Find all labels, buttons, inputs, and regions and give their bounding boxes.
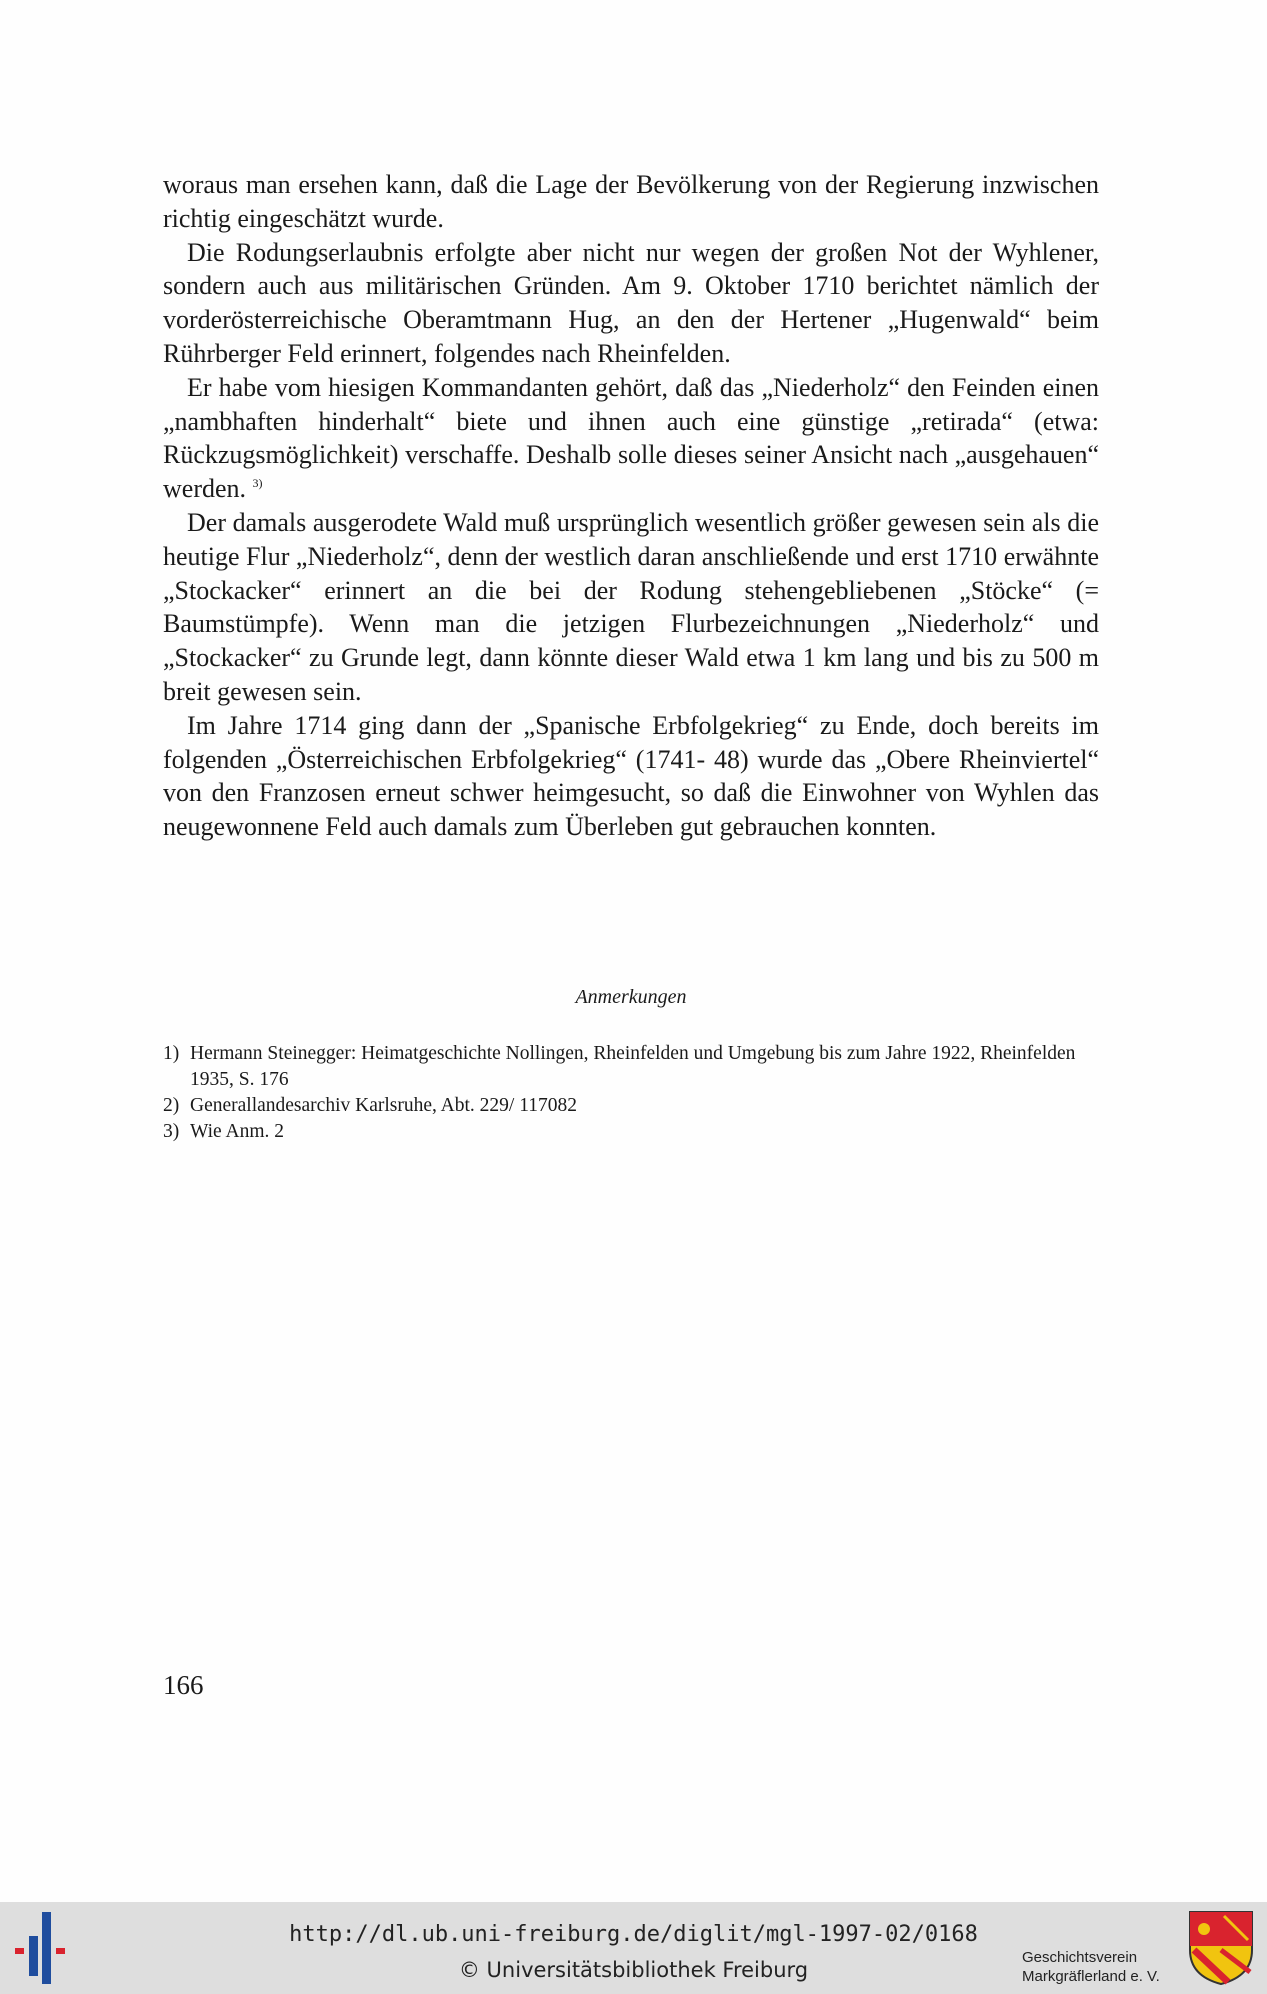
footnote-item	[163, 1041, 1099, 1093]
footnotes-list	[163, 1041, 1099, 1145]
footnote-number: 1)	[163, 1043, 180, 1064]
paragraph-1: woraus man ersehen kann, daß die Lage der Bevölkerung von der Regierung inzwischen richtig eingeschätzt wurde.	[163, 170, 1099, 233]
coat-of-arms-icon[interactable]	[1188, 1910, 1254, 1986]
paragraph-5: Im Jahre 1714 ging dann der „Spanische Erbfolgekrieg“ zu Ende, doch bereits im folgenden „Österreichischen Erbfolgekrieg“ (1741- 48) wurde das „Obere Rheinviertel“ von den Franzosen erneut schwer heimgesucht, so daß die Einwohner von Wyhlen das neugewonnene Feld auch damals zum Überleben gut gebrauchen konnten.	[163, 710, 1099, 842]
society-name	[1022, 1948, 1180, 1986]
footnote-number: 3)	[163, 1121, 180, 1142]
footer-copyright: © Universitätsbibliothek Freiburg	[458, 1958, 809, 1982]
society-name-line-1: Geschichtsverein	[1022, 1949, 1138, 1966]
body-text	[163, 168, 1099, 844]
footnote-item	[163, 1093, 1099, 1119]
page-number: 166	[163, 1670, 204, 1700]
footnote-text: Generallandesarchiv Karlsruhe, Abt. 229/ 117082	[190, 1095, 578, 1116]
society-name-line-2: Markgräflerland e. V.	[1022, 1968, 1160, 1985]
paragraph-4: Der damals ausgerodete Wald muß ursprünglich wesentlich größer gewesen sein als die heutige Flur „Niederholz“, denn der westlich daran anschließende und erst 1710 erwähnte „Stockacker“ erinnert an die bei der Rodung stehengebliebenen „Stöcke“ (= Baumstümpfe). Wenn man die jetzigen Flurbezeichnungen „Niederholz“ und „Stockacker“ zu Grunde legt, dann könnte dieser Wald etwa 1 km lang und bis zu 500 m breit gewesen sein.	[163, 507, 1099, 706]
footnote-reference-3[interactable]: 3)	[252, 476, 263, 491]
footnote-text: Hermann Steinegger: Heimatgeschichte Nollingen, Rheinfelden und Umgebung bis zum Jahre 1922, Rheinfelden 1935, S. 176	[190, 1043, 1076, 1090]
footnote-number: 2)	[163, 1095, 180, 1116]
footer-url-link[interactable]: http://dl.ub.uni-freiburg.de/diglit/mgl-1997-02/0168	[289, 1922, 978, 1947]
footnote-text: Wie Anm. 2	[190, 1121, 284, 1142]
footnote-item	[163, 1119, 1099, 1145]
paragraph-3-text: Er habe vom hiesigen Kommandanten gehört, daß das „Niederholz“ den Feinden einen „nambhaften hinderhalt“ biete und ihnen auch eine günstige „retirada“ (etwa: Rückzugsmöglichkeit) verschaffe. Deshalb solle dieses seiner Ansicht nach „ausgehauen“ werden.	[163, 372, 1099, 504]
paragraph-2: Die Rodungserlaubnis erfolgte aber nicht nur wegen der großen Not der Wyhlener, sondern auch aus militärischen Gründen. Am 9. Oktober 1710 berichtet nämlich der vorderösterreichische Oberamtmann Hug, an den der Hertener „Hugenwald“ beim Rührberger Feld erinnert, folgendes nach Rheinfelden.	[163, 237, 1099, 368]
notes-heading: Anmerkungen	[575, 986, 687, 1008]
paragraph-3	[163, 371, 1099, 506]
